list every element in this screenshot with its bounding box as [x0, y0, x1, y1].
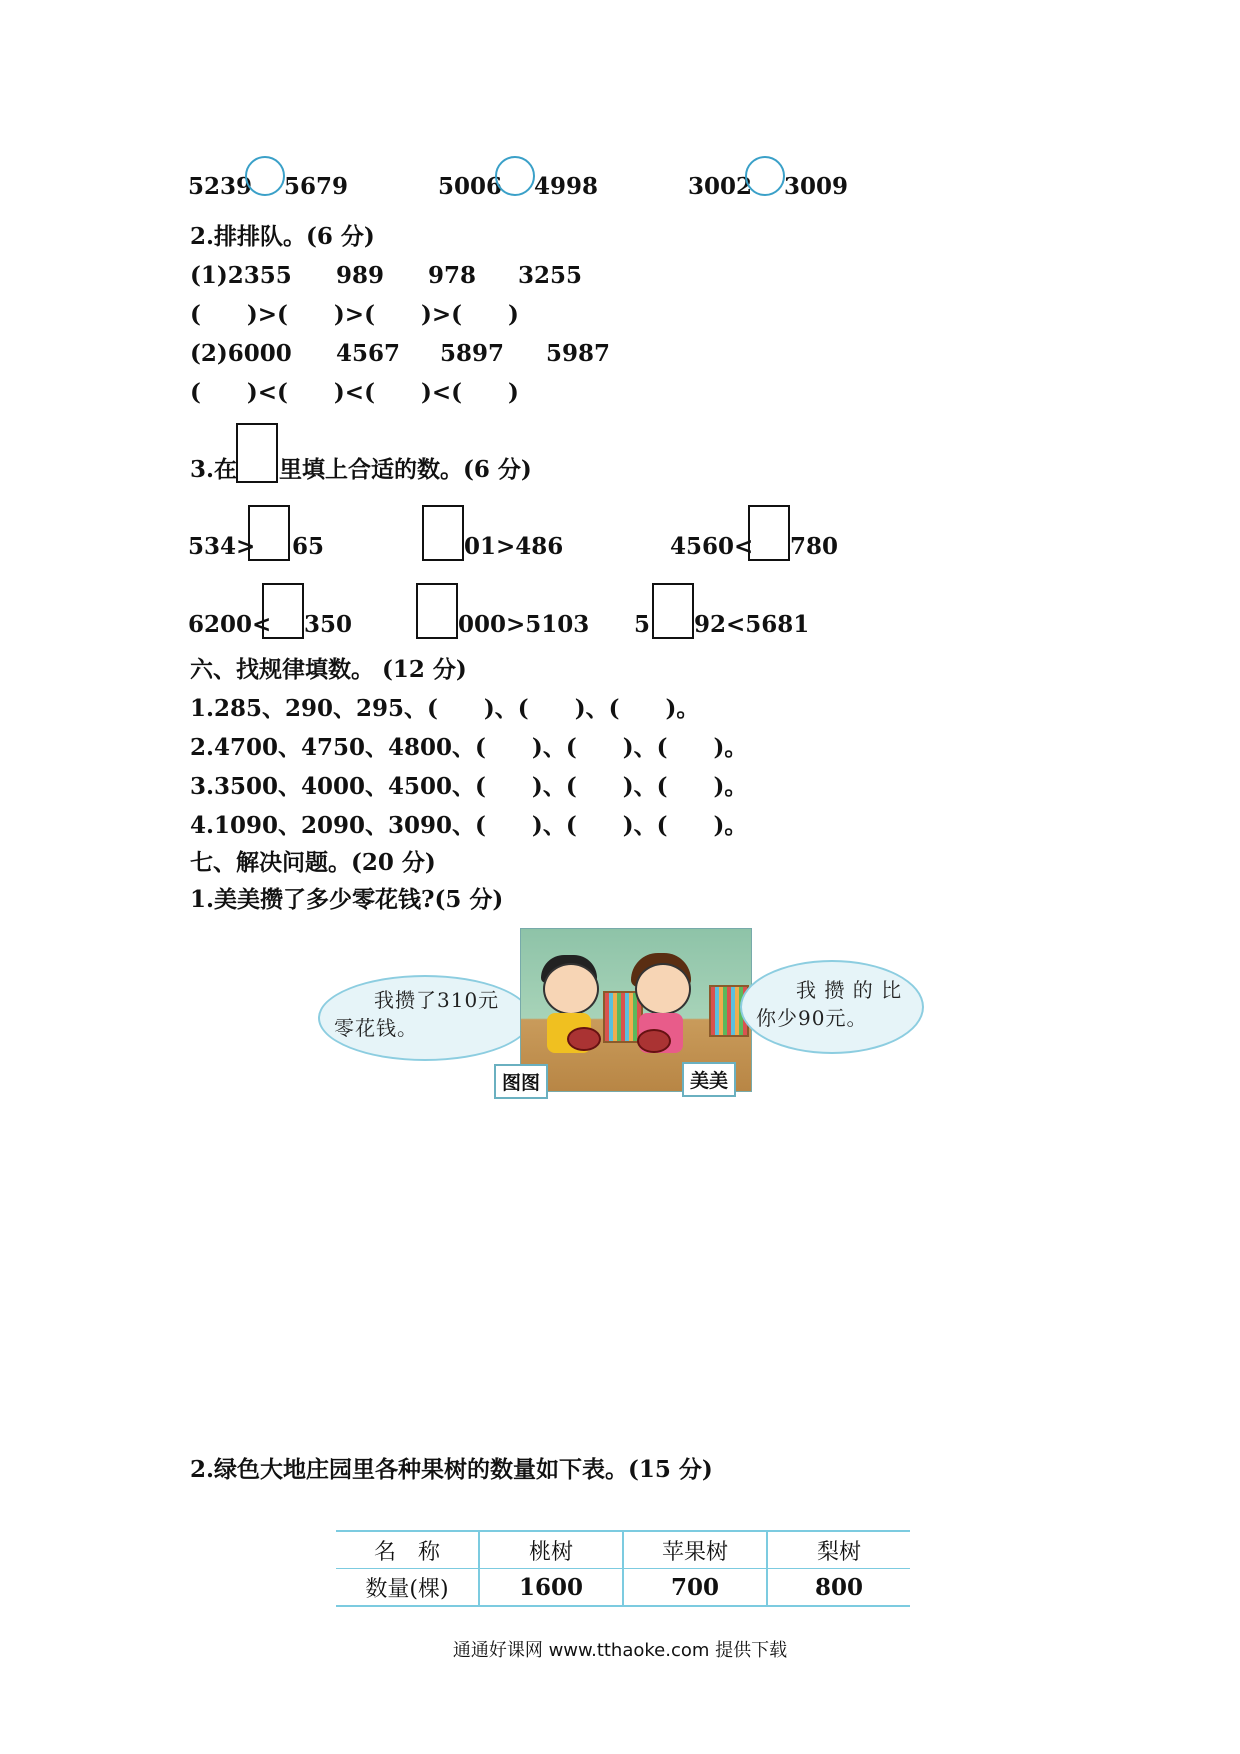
q2-p1-num-4: 3255: [518, 262, 583, 289]
table-header-name: 名 称: [336, 1531, 479, 1569]
q3-r2-a-post: 350: [304, 611, 353, 638]
table-row: [336, 1569, 910, 1607]
q2-title: 2.排排队。(6 分): [190, 223, 375, 250]
compare-b-left: 5006: [438, 173, 503, 200]
q3-r2-box-c[interactable]: [652, 583, 694, 639]
compare-c-right: 3009: [784, 173, 849, 200]
sec7-q2: 2.绿色大地庄园里各种果树的数量如下表。(15 分): [190, 1456, 713, 1483]
q3-r1-a-pre: 534>: [188, 533, 256, 560]
compare-c-left: 3002: [688, 173, 753, 200]
left-bubble-text: [334, 986, 499, 1042]
q2-p1-num-1: 2355: [227, 262, 292, 289]
q2-p2-num-3: 5897: [440, 340, 505, 367]
table-header-row: [336, 1531, 910, 1569]
q2-p1-label: (1): [190, 262, 228, 289]
table-row-label: 数量(棵): [336, 1569, 479, 1607]
q3-r2-box-a[interactable]: [262, 583, 304, 639]
sec6-item-3[interactable]: 3.3500、4000、4500、( )、( )、( )。: [190, 773, 748, 800]
q3-r1-c-pre: 4560<: [670, 533, 754, 560]
q3-r1-box-c[interactable]: [748, 505, 790, 561]
q3-r1-b-post: 01>486: [464, 533, 564, 560]
compare-a-right: 5679: [284, 173, 349, 200]
boy-head-icon: [543, 963, 599, 1015]
q3-r1-box-a[interactable]: [248, 505, 290, 561]
right-bubble-line-2: 你少90元。: [756, 1006, 868, 1030]
q2-p2-label: (2): [190, 340, 228, 367]
name-tag-meimei: 美美: [682, 1062, 736, 1097]
q2-p2-num-1: 6000: [227, 340, 292, 367]
q2-part1-answer[interactable]: ( )>( )>( )>( ): [190, 301, 519, 328]
q2-part2-numbers: [190, 339, 611, 369]
boy-piggy-bank-icon: [567, 1027, 601, 1051]
q2-p1-num-3: 978: [428, 262, 477, 289]
table-header-apple: 苹果树: [623, 1531, 767, 1569]
sec6-title: 六、找规律填数。 (12 分): [190, 656, 467, 683]
q3-r1-c-post: 780: [790, 533, 839, 560]
left-bubble-line-2: 零花钱。: [334, 1016, 418, 1040]
sec6-item-1[interactable]: 1.285、290、295、( )、( )、( )。: [190, 695, 700, 722]
q2-part2-answer[interactable]: ( )<( )<( )<( ): [190, 379, 519, 406]
q3-title-post: 里填上合适的数。(6 分): [279, 456, 532, 483]
table-cell-pear: 800: [767, 1569, 910, 1607]
q3-r2-c-pre: 5: [634, 611, 651, 638]
fruit-tree-table: [336, 1530, 910, 1607]
q3-title-box: [236, 423, 278, 483]
q2-p2-num-4: 5987: [546, 340, 611, 367]
compare-circle-3[interactable]: [745, 156, 785, 196]
left-bubble-line-1: 我攒了310元: [374, 988, 500, 1012]
table-header-pear: 梨树: [767, 1531, 910, 1569]
sec6-item-2[interactable]: 2.4700、4750、4800、( )、( )、( )。: [190, 734, 748, 761]
table-cell-apple: 700: [623, 1569, 767, 1607]
sec6-item-4[interactable]: 4.1090、2090、3090、( )、( )、( )。: [190, 812, 748, 839]
compare-b-right: 4998: [534, 173, 599, 200]
q2-p1-num-2: 989: [336, 262, 385, 289]
right-bubble-text: [756, 976, 902, 1032]
q3-r2-a-pre: 6200<: [188, 611, 272, 638]
page-footer: 通通好课网 www.tthaoke.com 提供下载: [452, 1640, 788, 1661]
compare-a-left: 5239: [188, 173, 253, 200]
compare-circle-1[interactable]: [245, 156, 285, 196]
right-bubble-line-1: 我 攒 的 比: [796, 978, 903, 1002]
q3-r2-b-post: 000>5103: [458, 611, 590, 638]
table-header-peach: 桃树: [479, 1531, 623, 1569]
sec7-q1: 1.美美攒了多少零花钱?(5 分): [190, 886, 504, 913]
girl-piggy-bank-icon: [637, 1029, 671, 1053]
q3-r1-box-b[interactable]: [422, 505, 464, 561]
name-tag-tutu: 图图: [494, 1064, 548, 1099]
q2-p2-num-2: 4567: [336, 340, 401, 367]
q2-part1-numbers: [190, 261, 583, 291]
q3-r1-a-post: 65: [292, 533, 325, 560]
sec7-title: 七、解决问题。(20 分): [190, 849, 436, 876]
q3-title-pre: 3.在: [190, 456, 238, 483]
q3-r2-box-b[interactable]: [416, 583, 458, 639]
q3-r2-c-post: 92<5681: [694, 611, 810, 638]
compare-circle-2[interactable]: [495, 156, 535, 196]
girl-head-icon: [635, 963, 691, 1015]
table-cell-peach: 1600: [479, 1569, 623, 1607]
